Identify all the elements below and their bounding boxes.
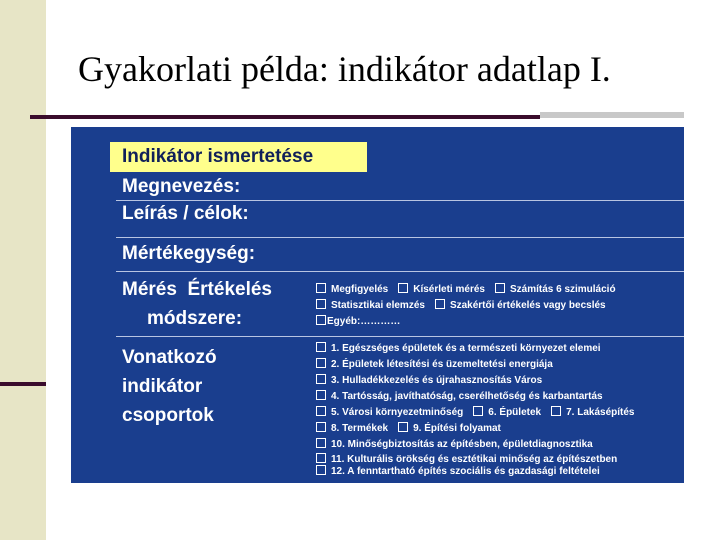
checkbox[interactable] [316,438,326,448]
divider [116,336,684,337]
group-option-label: 2. Épületek létesítési és üzemeltetési energiája [331,359,553,370]
method-options-row-2 [316,299,606,312]
group-option [316,342,601,355]
group-option-label: 4. Tartósság, javíthatóság, cserélhetőség és karbantartás [331,391,603,402]
label-method-1: Mérés Értékelés [122,279,272,300]
method-option: Számítás 6 szimuláció [509,284,616,295]
checkbox[interactable] [316,299,326,309]
method-option: Szakértői értékelés vagy becslés [449,300,606,311]
label-unit: Mértékegység: [122,243,256,264]
group-option [316,438,593,451]
group-option-label: 5. Városi környezetminőség [331,407,464,418]
label-group-1: Vonatkozó [122,347,217,368]
checkbox[interactable] [473,406,483,416]
group-option-label: 7. Lakásépítés [566,407,635,418]
group-option-label: 8. Termékek [331,423,389,434]
group-option-row [316,422,501,435]
checkbox[interactable] [316,422,326,432]
group-option-label: 6. Épületek [488,407,542,418]
group-option-label: 10. Minőségbiztosítás az építésben, épületdiagnosztika [331,439,593,450]
checkbox[interactable] [316,465,326,475]
checkbox[interactable] [316,283,326,293]
method-option: Kísérleti mérés [413,284,485,295]
divider [116,271,684,272]
group-option-label: 1. Egészséges épületek és a természeti környezet elemei [331,343,601,354]
group-option [316,465,600,478]
divider [116,200,684,201]
checkbox[interactable] [398,283,408,293]
title-underline-grey [540,112,684,118]
slide-title: Gyakorlati példa: indikátor adatlap I. [78,49,611,89]
checkbox[interactable] [316,315,326,325]
group-option-label: 12. A fenntartható építés szociális és gazdasági feltételei [331,466,600,477]
method-option: Megfigyelés [331,284,389,295]
sheet-header: Indikátor ismertetése [110,142,367,172]
group-option [316,358,553,371]
method-options-row-3 [316,315,400,328]
group-option-label: 9. Építési folyamat [413,423,501,434]
checkbox[interactable] [435,299,445,309]
label-group-3: csoportok [122,405,214,426]
group-option-row [316,406,634,419]
left-decor-accent [0,382,46,386]
group-option-label: 11. Kulturális örökség és esztétikai minőség az építészetben [331,454,618,465]
group-option [316,374,542,387]
checkbox[interactable] [316,406,326,416]
divider [116,237,684,238]
checkbox[interactable] [398,422,408,432]
label-description: Leírás / célok: [122,203,249,224]
indicator-sheet-image [71,127,684,483]
checkbox[interactable] [551,406,561,416]
group-option-label: 3. Hulladékkezelés és újrahasznosítás Város [331,375,543,386]
label-name: Megnevezés: [122,176,241,197]
checkbox[interactable] [316,358,326,368]
checkbox[interactable] [316,374,326,384]
label-method-2: módszere: [147,308,243,329]
checkbox[interactable] [495,283,505,293]
method-option: Statisztikai elemzés [331,300,425,311]
method-options-row-1 [316,283,616,296]
left-decor-bar [0,0,46,540]
checkbox[interactable] [316,342,326,352]
method-option-other: Egyéb:………… [327,316,401,327]
group-option [316,390,603,403]
title-underline [30,115,540,119]
checkbox[interactable] [316,390,326,400]
label-group-2: indikátor [122,376,203,397]
checkbox[interactable] [316,453,326,463]
